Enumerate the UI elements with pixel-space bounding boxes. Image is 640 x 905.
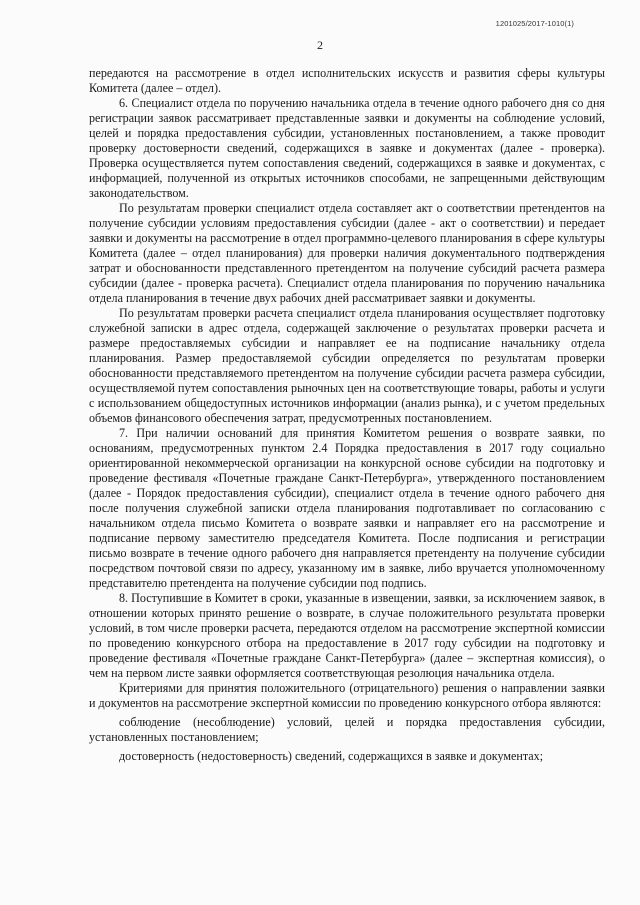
paragraph: 6. Специалист отдела по поручению начальника отдела в течение одного рабочего дня со дня регистрации заявок рассматривает представленные заявки и документы на соблюдение условий, целей и порядка предоставления субсидии, установленных постановлением, а также проводит проверку достоверности сведений, содержащихся в заявке и документах (далее - проверка). Проверка осуществляется путем сопоставления сведений, содержащихся в заявке и документах, с информацией, полученной из открытых источников способами, не запрещенными действующим законодательством. — [89, 96, 605, 200]
document-id: 1201025/2017-1010(1) — [495, 19, 574, 28]
paragraph: 8. Поступившие в Комитет в сроки, указанные в извещении, заявки, за исключением заявок, в отношении которых принято решение о возврате, в случае положительного результата проверки условий, в том числе проверки расчета, передаются отделом на рассмотрение экспертной комиссии по проведению конкурсного отбора на предоставление в 2017 году субсидии на подготовку и проведение фестиваля «Почетные граждане Санкт-Петербурга» (далее – экспертная комиссия), о чем на первом листе заявки оформляется соответствующая резолюция начальника отдела. — [89, 591, 605, 680]
paragraph: 7. При наличии оснований для принятия Комитетом решения о возврате заявки, по основаниям, предусмотренных пунктом 2.4 Порядка предоставления в 2017 году социально ориентированной некоммерческой организации на конкурсной основе субсидии на подготовку и проведение фестиваля «Почетные граждане Санкт-Петербурга», утвержденного постановлением (далее - Порядок предоставления субсидии), специалист отдела в течение одного рабочего дня после получения служебной записки отдела планирования подготавливает по согласованию с начальником отдела письмо Комитета о возврате заявки и направляет его на рассмотрение и подписание первому заместителю председателя Комитета. После подписания и регистрации письмо возврате в течение одного рабочего дня направляется претенденту на получение субсидии посредством почтовой связи по адресу, указанному им в заявке, либо вручается уполномоченному представителю претендента на получение субсидии под подпись. — [89, 426, 605, 590]
page-number: 2 — [317, 38, 323, 52]
paragraph: По результатам проверки расчета специалист отдела планирования осуществляет подготовку служебной записки в адрес отдела, содержащей заключение о результатах проверки расчета и размере предоставляемых субсидии и направляет ее на подписание начальнику отдела планирования. Размер предоставляемой субсидии определяется по результатам проверки обоснованности представляемого претендентом на получение субсидии расчета размера субсидии, осуществляемой путем сопоставления рыночных цен на соответствующие товары, работы и услуги с использованием общедоступных источников информации (анализ рынка), и с учетом предельных объемов финансового обеспечения затрат, предусмотренных постановлением. — [89, 306, 605, 425]
paragraph: Критериями для принятия положительного (отрицательного) решения о направлении заявки и документов на рассмотрение экспертной комиссии по проведению конкурсного отбора являются: — [89, 681, 605, 710]
paragraph: достоверность (недостоверность) сведений, содержащихся в заявке и документах; — [119, 749, 544, 763]
paragraph: соблюдение (несоблюдение) условий, целей и порядка предоставления субсидии, установленных постановлением; — [89, 715, 605, 744]
paragraph: передаются на рассмотрение в отдел исполнительских искусств и развития сферы культуры Комитета (далее – отдел). — [89, 66, 605, 95]
document-body — [89, 66, 605, 764]
paragraph: По результатам проверки специалист отдела составляет акт о соответствии претендентов на получение субсидии условиям предоставления субсидии (далее - акт о соответствии) и передает заявки и документы на рассмотрение в отдел программно-целевого планирования в сфере культуры Комитета (далее – отдел планирования) для проверки наличия документального подтверждения затрат и обоснованности представленного претендентом на получение субсидий расчета размера субсидии (далее - проверка расчета). Специалист отдела планирования по поручению начальника отдела планирования в течение двух рабочих дней рассматривает заявки и документы. — [89, 201, 605, 305]
